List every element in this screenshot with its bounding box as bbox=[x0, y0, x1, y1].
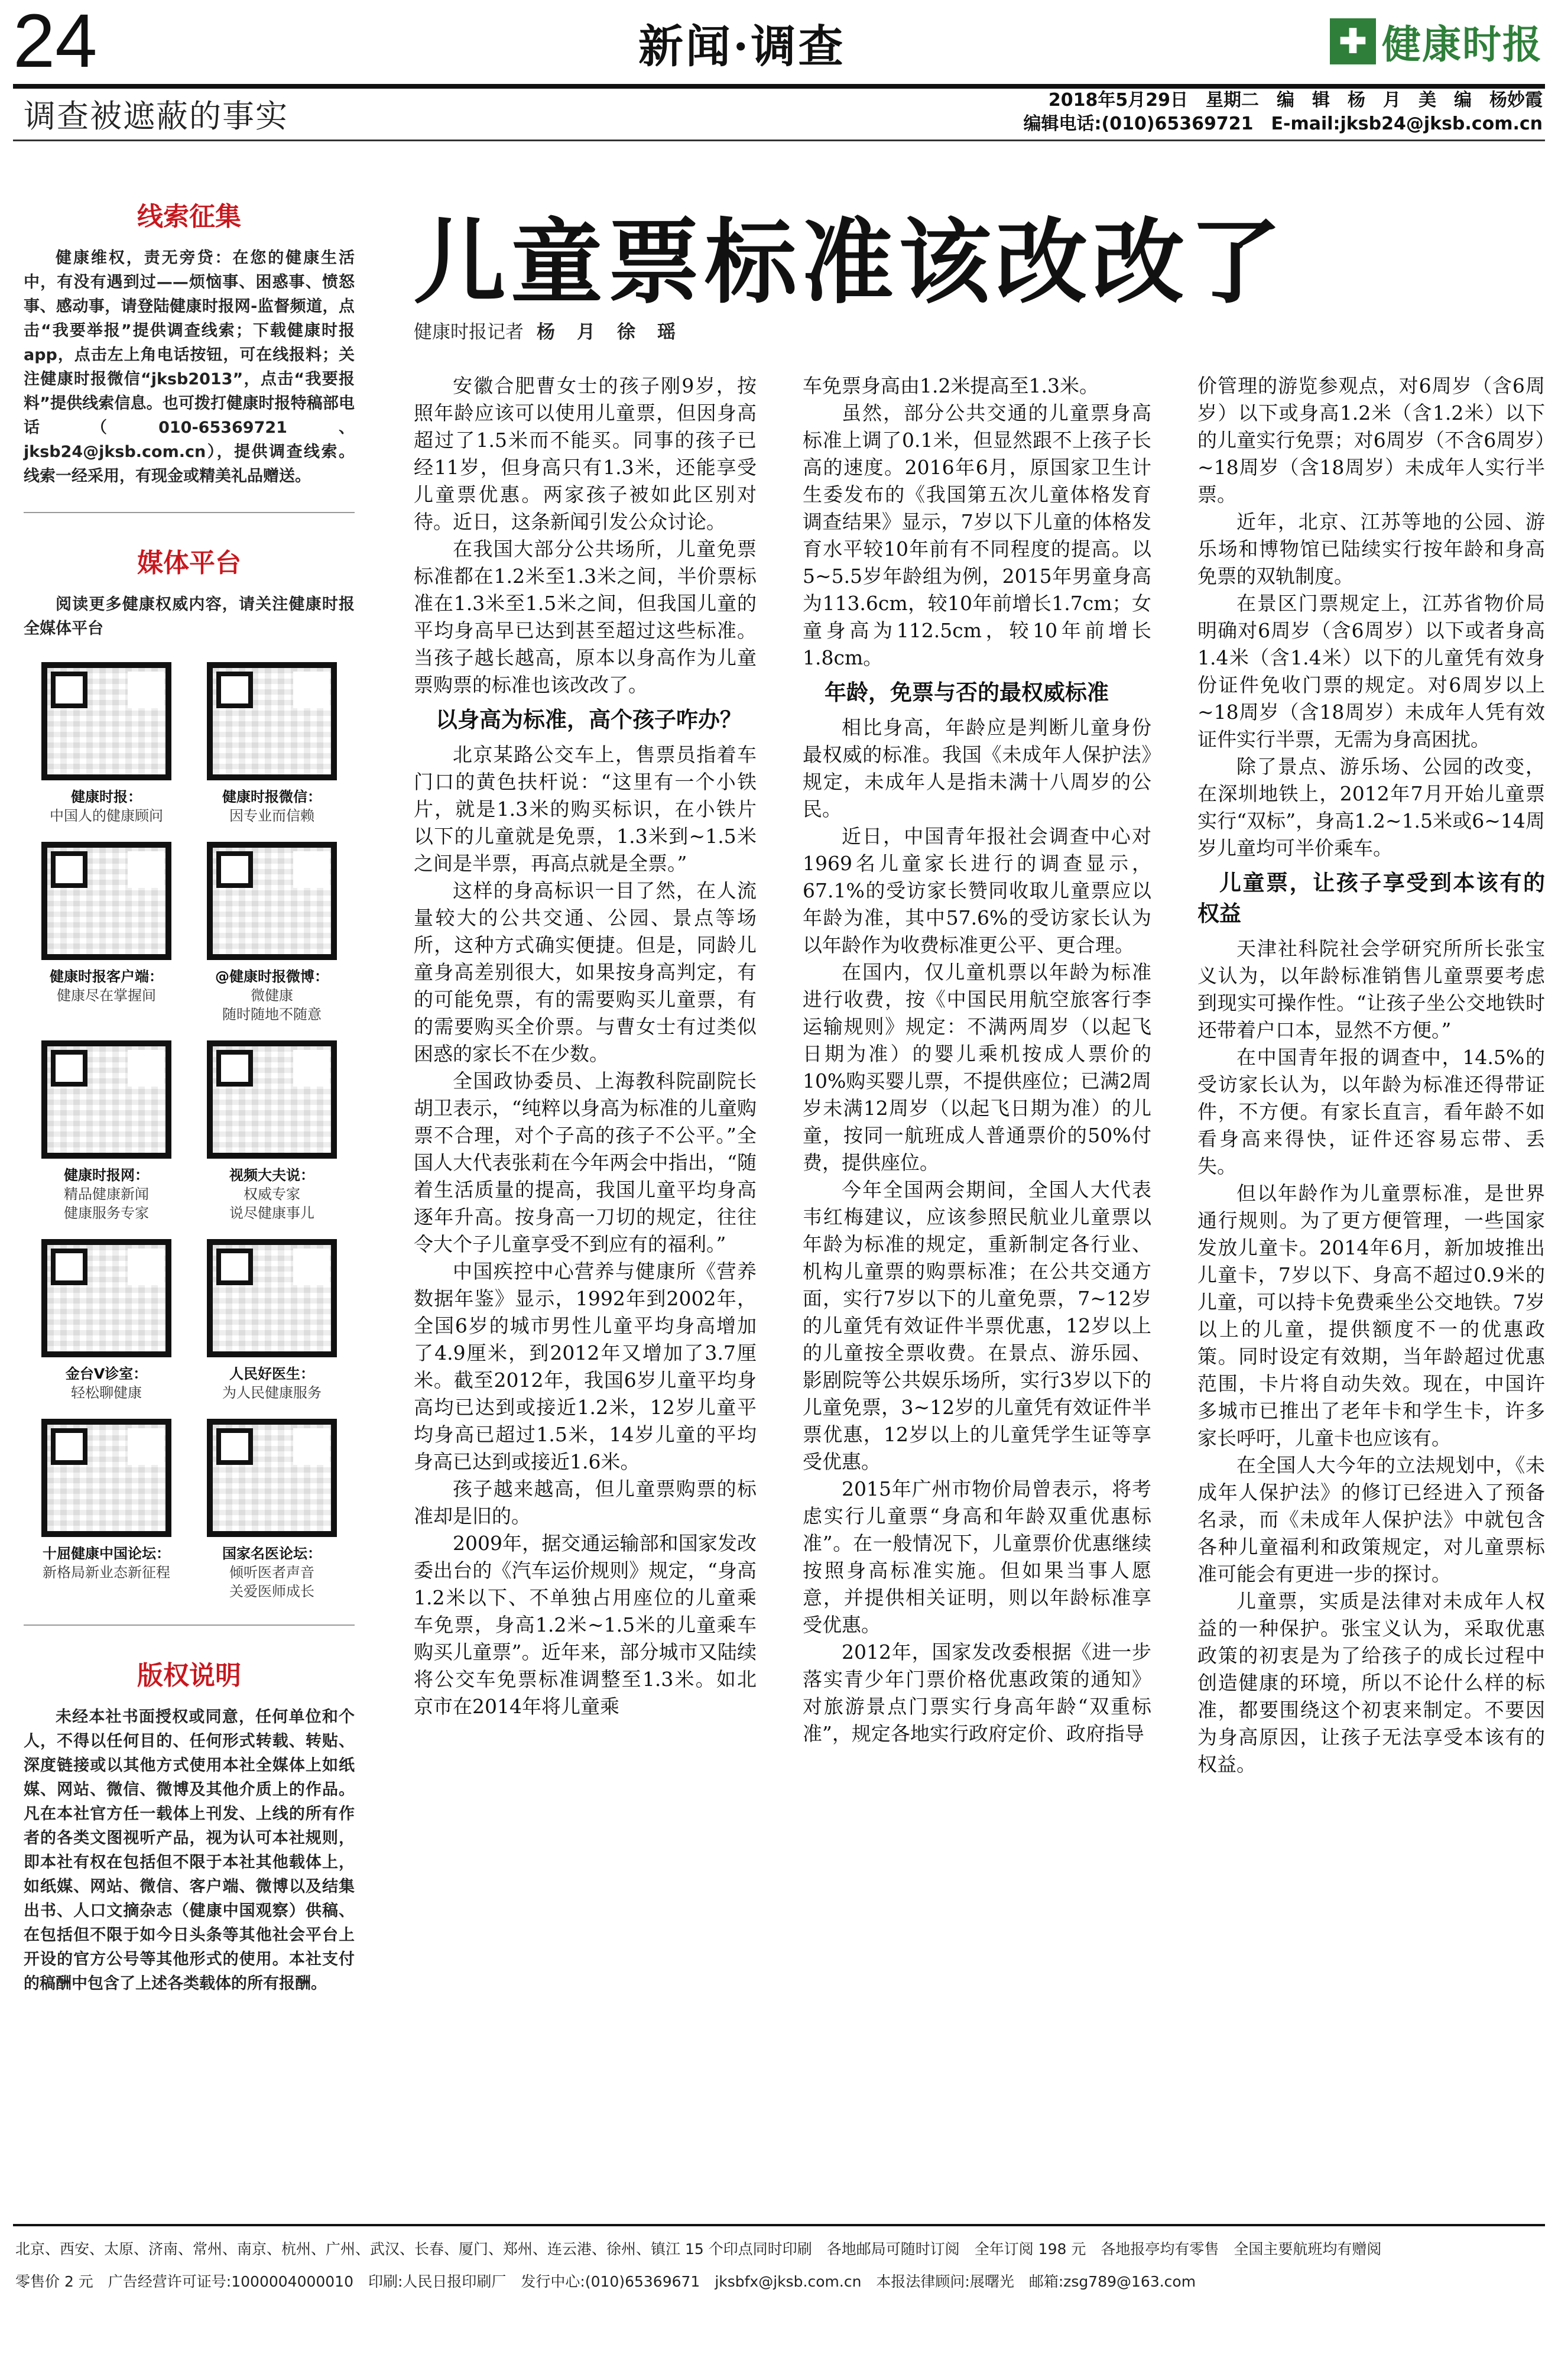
qr-code-item[interactable] bbox=[189, 1239, 355, 1402]
qr-code-item[interactable] bbox=[24, 1040, 189, 1223]
article-paragraph: 全国政协委员、上海教科院副院长胡卫表示，“纯粹以身高为标准的儿童购票不合理，对个子高的孩子不公平。”全国人大代表张莉在今年两会中指出，“随着生活质量的提高，我国儿童平均身高逐年升高。按身高一刀切的规定，往往令大个子儿童享受不到应有的福利。” bbox=[414, 1069, 757, 1256]
article-paragraph: 相比身高，年龄应是判断儿童身份最权威的标准。我国《未成年人保护法》规定，未成年人是指未满十八周岁的公民。 bbox=[803, 716, 1151, 821]
article-paragraph: 近年，北京、江苏等地的公园、游乐场和博物馆已陆续实行按年龄和身高免票的双轨制度。 bbox=[1197, 510, 1545, 588]
qr-code-icon bbox=[41, 842, 171, 960]
article-paragraph: 北京某路公交车上，售票员指着车门口的黄色扶杆说：“这里有一个小铁片，就是1.3米的购买标识，在小铁片以下的儿童就是免票，1.3米到~1.5米之间是半票，再高点就是全票。” bbox=[414, 743, 757, 875]
qr-title: 国家名医论坛： bbox=[222, 1545, 322, 1562]
article-paragraph: 在我国大部分公共场所，儿童免票标准都在1.2米至1.3米之间，半价票标准在1.3米至1.5米之间，但我国儿童的平均身高早已达到甚至超过这些标准。当孩子越长越高，原本以身高作为儿童票购票的标准也该改改了。 bbox=[414, 537, 757, 696]
article-paragraph: 除了景点、游乐场、公园的改变，在深圳地铁上，2012年7月开始儿童票实行“双标”，身高1.2~1.5米或6~14周岁儿童均可半价乘车。 bbox=[1197, 755, 1545, 860]
qr-code-item[interactable] bbox=[189, 842, 355, 1024]
qr-title: 健康时报客户端： bbox=[50, 968, 163, 985]
article-paragraph: 但以年龄作为儿童票标准，是世界通行规则。为了更方便管理，一些国家发放儿童卡。2014年6月，新加坡推出儿童卡，7岁以下、身高不超过0.9米的儿童，可以持卡免费乘坐公交地铁。7岁以上的儿童，提供额度不一的优惠政策。同时设定有效期，当年龄超过优惠范围，卡片将自动失效。现在，中国许多城市已推出了老年卡和学生卡，许多家长呼吁，儿童卡也应该有。 bbox=[1197, 1182, 1545, 1450]
bottom-rule bbox=[13, 2224, 1545, 2226]
sidebar bbox=[24, 195, 355, 1996]
qr-code-item[interactable] bbox=[24, 842, 189, 1024]
qr-subtitle: 轻松聊健康 bbox=[71, 1384, 142, 1401]
qr-title: 十屈健康中国论坛： bbox=[43, 1545, 170, 1562]
section-title: 新闻·调查 bbox=[638, 20, 846, 73]
leads-title: 线索征集 bbox=[137, 202, 241, 232]
article-paragraph: 今年全国两会期间，全国人大代表韦红梅建议，应该参照民航业儿童票以年龄为标准的规定，重新制定各行业、机构儿童票的购票标准；在公共交通方面，实行7岁以下的儿童免票，7~12岁的儿童凭有效证件半票优惠，12岁以上的儿童按全票收费。在景点、游乐园、影剧院等公共娱乐场所，实行3岁以下的儿童免票，3~12岁的儿童凭有效证件半票优惠，12岁以上的儿童凭学生证等享受优惠。 bbox=[803, 1178, 1151, 1473]
article-paragraph: 车免票身高由1.2米提高至1.3米。 bbox=[803, 374, 1099, 397]
article-paragraph: 在全国人大今年的立法规划中，《未成年人保护法》的修订已经进入了预备名录，而《未成年人保护法》中就包含各种儿童福利和政策规定，对儿童票标准可能会有更进一步的探讨。 bbox=[1197, 1454, 1545, 1585]
byline bbox=[414, 317, 677, 343]
qr-code-icon bbox=[41, 1419, 171, 1537]
newspaper-logo bbox=[1330, 13, 1543, 69]
qr-subtitle: 倾听医者声音 关爱医师成长 bbox=[229, 1564, 314, 1600]
section-subheading: 儿童票，让孩子享受到本该有的权益 bbox=[1197, 870, 1545, 926]
qr-code-icon bbox=[207, 1239, 337, 1357]
article-paragraph: 中国疾控中心营养与健康所《营养数据年鉴》显示，1992年到2002年，全国6岁的城市男性儿童平均身高增加了4.9厘米，到2012年又增加了3.7厘米。截至2012年，我国6岁儿童平均身高均已达到或接近1.2米，12岁儿童平均身高已超过1.5米，14岁儿童的平均身高已达到或接近1.6米。 bbox=[414, 1260, 757, 1473]
qr-title: 人民好医生： bbox=[229, 1366, 314, 1382]
qr-title: @健康时报微博： bbox=[215, 968, 329, 985]
article-paragraph: 虽然，部分公共交通的儿童票身高标准上调了0.1米，但显然跟不上孩子长高的速度。2016年6月，原国家卫生计生委发布的《我国第五次儿童体格发育调查结果》显示，7岁以下儿童的体格发育水平较10年前有不同程度的提高。以5~5.5岁年龄组为例，2015年男童身高为113.6cm，较10年前增长1.7cm；女童身高为112.5cm，较10年前增长1.8cm。 bbox=[803, 401, 1151, 669]
qr-title: 健康时报网： bbox=[64, 1167, 149, 1183]
qr-code-item[interactable] bbox=[189, 1419, 355, 1601]
article-paragraph: 2012年，国家发改委根据《进一步落实青少年门票价格优惠政策的通知》对旅游景点门票实行身高年龄“双重标准”，规定各地实行政府定价、政府指导 bbox=[803, 1640, 1151, 1745]
divider bbox=[24, 512, 355, 513]
leads-text: 健康维权，责无旁贷：在您的健康生活中，有没有遇到过——烦恼事、困惑事、愤怒事、感动事，请登陆健康时报网-监督频道，点击“我要举报”提供调查线索；下载健康时报app，点击左上角电话按钮，可在线报料；关注健康时报微信“jksb2013”，点击“我要报料”提供线索信息。也可拨打健康时报特稿部电话（010-65369721、jksb24@jksb.com.cn），提供调查线索。线索一经采用，有现金或精美礼品赠送。 bbox=[24, 249, 355, 485]
logo-mark-icon: ✚ bbox=[1330, 18, 1376, 64]
article-paragraph: 天津社科院社会学研究所所长张宝义认为，以年龄标准销售儿童票要考虑到现实可操作性。“让孩子坐公交地铁时还带着户口本，显然不方便。” bbox=[1197, 937, 1545, 1042]
edition-info bbox=[1023, 89, 1543, 136]
section-subheading: 以身高为标准，高个孩子咋办？ bbox=[436, 707, 742, 732]
article-column-2 bbox=[803, 372, 1151, 1747]
qr-subtitle: 精品健康新闻 健康服务专家 bbox=[64, 1186, 149, 1221]
article-paragraph: 安徽合肥曹女士的孩子刚9岁，按照年龄应该可以使用儿童票，但因身高超过了1.5米而不能买。同事的孩子已经11岁，但身高只有1.3米，还能享受儿童票优惠。两家孩子被如此区别对待。近日，这条新闻引发公众讨论。 bbox=[414, 374, 757, 533]
qr-subtitle: 因专业而信赖 bbox=[229, 808, 314, 824]
article-paragraph: 近日，中国青年报社会调查中心对1969名儿童家长进行的调查显示，67.1%的受访家长赞同收取儿童票应以年龄为准，其中57.6%的受访家长认为以年龄作为收费标准更公平、更合理。 bbox=[803, 825, 1151, 956]
article-column-1 bbox=[414, 372, 757, 1720]
qr-code-grid bbox=[24, 662, 355, 1601]
copyright-text: 未经本社书面授权或同意，任何单位和个人，不得以任何目的、任何形式转载、转贴、深度链接或以其他方式使用本社全媒体上如纸媒、网站、微信、微博及其他介质上的作品。凡在本社官方任一载体上刊发、上线的所有作者的各类文图视听产品，视为认可本社规则，即本社有权在包括但不限于本社其他载体上，如纸媒、网站、微信、客户端、微博以及结集出书、人口文摘杂志（健康中国观察）供稿、在包括但不限于如今日头条等其他社会平台上开设的官方公号等其他形式的使用。本社支付的稿酬中包含了上述各类载体的所有报酬。 bbox=[24, 1708, 355, 1993]
article-column-3 bbox=[1197, 372, 1545, 1778]
qr-code-item[interactable] bbox=[24, 1419, 189, 1601]
article-paragraph: 在中国青年报的调查中，14.5%的受访家长认为，以年龄为标准还得带证件，不方便。有家长直言，看年龄不如看身高来得快，证件还容易忘带、丢失。 bbox=[1197, 1046, 1545, 1178]
article-paragraph: 2009年，据交通运输部和国家发改委出台的《汽车运价规则》规定，“身高1.2米以下、不单独占用座位的儿童乘车免票，身高1.2米~1.5米的儿童乘车购买儿童票”。近年来，部分城市又陆续将公交车免票标准调整至1.3米。如北京市在2014年将儿童乘 bbox=[414, 1532, 757, 1718]
article-paragraph: 2015年广州市物价局曾表示，将考虑实行儿童票“身高和年龄双重优惠标准”。在一般情况下，儿童票价优惠继续按照身高标准实施。但如果当事人愿意，并提供相关证明，则以年龄标准享受优惠。 bbox=[803, 1477, 1151, 1636]
logo-text: 健康时报 bbox=[1382, 22, 1543, 67]
article-paragraph: 孩子越来越高，但儿童票购票的标准却是旧的。 bbox=[414, 1477, 757, 1528]
article-paragraph: 在景区门票规定上，江苏省物价局明确对6周岁（含6周岁）以下或者身高1.4米（含1.4米）以下的儿童凭有效身份证件免收门票的规定。对6周岁以上~18周岁（含18周岁）未成年人凭有效证件实行半票，无需为身高困扰。 bbox=[1197, 592, 1545, 751]
qr-subtitle: 健康尽在掌握间 bbox=[57, 987, 156, 1004]
qr-title: 金台V诊室： bbox=[65, 1366, 148, 1382]
qr-title: 健康时报： bbox=[71, 789, 142, 805]
copyright-title: 版权说明 bbox=[137, 1661, 241, 1691]
qr-code-icon bbox=[41, 1239, 171, 1357]
print-info: 北京、西安、太原、济南、常州、南京、杭州、广州、武汉、长春、厦门、郑州、连云港、徐州、镇江 15 个印点同时印刷 各地邮局可随时订阅 全年订阅 198 元 各地报亭均有零售 全国主要航班均有赠阅 bbox=[15, 2240, 1382, 2258]
qr-subtitle: 微健康 随时随地不随意 bbox=[222, 987, 322, 1023]
header-rule bbox=[13, 140, 1545, 141]
qr-title: 视频大夫说： bbox=[229, 1167, 314, 1183]
qr-code-item[interactable] bbox=[24, 1239, 189, 1402]
divider bbox=[24, 1625, 355, 1626]
qr-code-icon bbox=[207, 662, 337, 780]
byline-authors: 杨 月 徐 瑶 bbox=[537, 322, 677, 343]
byline-prefix: 健康时报记者 bbox=[414, 322, 524, 343]
publication-info: 零售价 2 元 广告经营许可证号:1000004000010 印刷:人民日报印刷厂 发行中心:(010)65369671 jksbfx@jksb.com.cn 本报法律顾问:展曙光 邮箱:zsg789@163.com bbox=[15, 2273, 1196, 2290]
top-rule bbox=[13, 84, 1545, 89]
article-headline: 儿童票标准该改改了 bbox=[414, 208, 1286, 316]
section-subheading: 年龄，免票与否的最权威标准 bbox=[825, 680, 1109, 705]
qr-code-icon bbox=[207, 1040, 337, 1159]
qr-subtitle: 为人民健康服务 bbox=[222, 1384, 322, 1401]
qr-code-item[interactable] bbox=[24, 662, 189, 825]
qr-code-icon bbox=[41, 662, 171, 780]
article-paragraph: 价管理的游览参观点，对6周岁（含6周岁）以下或身高1.2米（含1.2米）以下的儿童实行免票；对6周岁（不含6周岁）~18周岁（含18周岁）未成年人实行半票。 bbox=[1197, 374, 1545, 506]
qr-code-icon bbox=[207, 1419, 337, 1537]
qr-code-icon bbox=[207, 842, 337, 960]
media-title: 媒体平台 bbox=[137, 548, 241, 578]
article-paragraph: 这样的身高标识一目了然，在人流量较大的公共交通、公园、景点等场所，这种方式确实便捷。但是，同龄儿童身高差别很大，如果按身高判定，有的可能免票，有的需要购买儿童票，有的需要购买全价票。与曹女士有过类似困惑的家长不在少数。 bbox=[414, 879, 757, 1065]
date-line: 2018年5月29日 星期二 编 辑 杨 月 美 编 杨妙霞 bbox=[1048, 90, 1543, 111]
article-paragraph: 儿童票，实质是法律对未成年人权益的一种保护。张宝义认为，采取优惠政策的初衷是为了给孩子的成长过程中创造健康的环境，所以不论什么样的标准，都要围绕这个初衷来制定。不要因为身高原因，让孩子无法享受本该有的权益。 bbox=[1197, 1590, 1545, 1776]
qr-code-icon bbox=[41, 1040, 171, 1159]
article-paragraph: 在国内，仅儿童机票以年龄为标准进行收费，按《中国民用航空旅客行李运输规则》规定：不满两周岁（以起飞日期为准）的婴儿乘机按成人票价的10%购买婴儿票，不提供座位；已满2周岁未满12周岁（以起飞日期为准）的儿童，按同一航班成人普通票价的50%付费，提供座位。 bbox=[803, 961, 1151, 1174]
qr-title: 健康时报微信： bbox=[222, 789, 322, 805]
column-name: 调查被遮蔽的事实 bbox=[24, 98, 288, 135]
qr-subtitle: 新格局新业态新征程 bbox=[43, 1564, 170, 1581]
contact-line: 编辑电话:(010)65369721 E-mail:jksb24@jksb.com.cn bbox=[1023, 114, 1543, 134]
media-text: 阅读更多健康权威内容，请关注健康时报全媒体平台 bbox=[24, 595, 355, 638]
page-number: 24 bbox=[13, 0, 98, 83]
qr-subtitle: 权威专家 说尽健康事儿 bbox=[229, 1186, 314, 1221]
qr-code-item[interactable] bbox=[189, 662, 355, 825]
qr-code-item[interactable] bbox=[189, 1040, 355, 1223]
qr-subtitle: 中国人的健康顾问 bbox=[50, 808, 163, 824]
